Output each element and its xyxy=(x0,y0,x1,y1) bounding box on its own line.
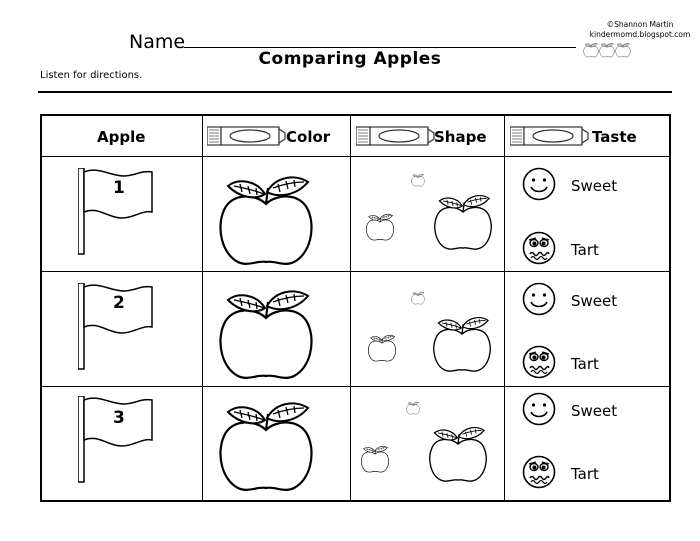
smiley-face-icon[interactable] xyxy=(522,392,556,426)
page-title: Comparing Apples xyxy=(258,49,442,69)
apple-icon xyxy=(411,173,425,187)
column-divider xyxy=(504,116,505,500)
name-label: Name xyxy=(129,31,186,53)
directions-text: Listen for directions. xyxy=(40,70,143,81)
column-header-apple: Apple xyxy=(97,128,146,146)
apple-icon xyxy=(406,401,420,415)
apple-icon xyxy=(411,291,425,305)
column-header-color: Color xyxy=(286,128,331,146)
apple-icon xyxy=(365,212,395,242)
table-row xyxy=(42,157,202,271)
apple-row-icon xyxy=(583,42,631,64)
apple-number: 3 xyxy=(113,408,125,428)
smiley-face-icon[interactable] xyxy=(522,282,556,316)
apple-number: 1 xyxy=(113,178,125,198)
credit xyxy=(584,20,696,40)
crayon-icon xyxy=(510,125,590,147)
taste-tart-label: Tart xyxy=(571,355,599,373)
crayon-icon xyxy=(207,125,287,147)
apple-number: 2 xyxy=(113,293,125,313)
column-divider xyxy=(202,116,203,500)
sour-face-icon[interactable] xyxy=(522,231,556,265)
credit-author: ©Shannon Martin xyxy=(606,20,674,29)
apple-icon xyxy=(432,191,496,253)
table-row xyxy=(42,387,202,500)
taste-tart-label: Tart xyxy=(571,241,599,259)
smiley-face-icon[interactable] xyxy=(522,167,556,201)
apple-icon[interactable] xyxy=(216,284,322,384)
column-header-taste: Taste xyxy=(592,128,637,146)
apple-icon xyxy=(431,313,495,375)
comparison-table xyxy=(40,114,671,502)
column-divider xyxy=(350,116,351,500)
divider xyxy=(38,91,672,93)
column-header-shape: Shape xyxy=(434,128,487,146)
table-row xyxy=(42,272,202,386)
apple-icon[interactable] xyxy=(216,170,322,270)
apple-icon xyxy=(360,444,390,474)
taste-sweet-label: Sweet xyxy=(571,292,618,310)
taste-sweet-label: Sweet xyxy=(571,177,618,195)
taste-tart-label: Tart xyxy=(571,465,599,483)
apple-icon xyxy=(427,423,491,485)
credit-url: kindermomd.blogspot.com xyxy=(589,30,691,39)
sour-face-icon[interactable] xyxy=(522,345,556,379)
sour-face-icon[interactable] xyxy=(522,455,556,489)
taste-sweet-label: Sweet xyxy=(571,402,618,420)
name-field[interactable] xyxy=(184,47,576,48)
crayon-icon xyxy=(356,125,436,147)
apple-icon[interactable] xyxy=(216,396,322,496)
apple-icon xyxy=(367,333,397,363)
